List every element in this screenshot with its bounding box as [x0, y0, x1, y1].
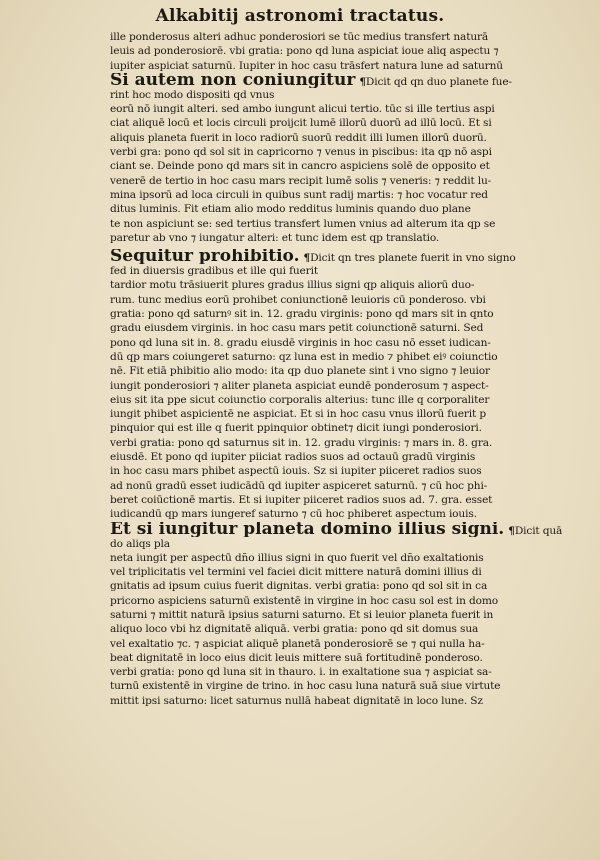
text-line: pinquior qui est ille q fuerit ppinquior obtinet⁊ dicit iungi ponderosiori.: [110, 422, 482, 435]
text-line: eorū nō iungit alteri. sed ambo iungunt alicui tertio. tūc si ille tertius aspi: [110, 103, 495, 116]
text-line: eius sit ita ppe sicut coiunctio corporalis alterius: tunc ille q corporaliter: [110, 393, 490, 406]
text-line: beat dignitatē in loco eius dicit leuis mittere suā fortitudinē ponderoso.: [110, 651, 483, 664]
text-line: leuis ad ponderosiorē. vbi gratia: pono qd luna aspiciat ioue aliq aspectu ⁊: [110, 45, 499, 58]
text-line: beret coiūctionē martis. Et si iupiter piiceret radios suos ad. 7. gra. esset: [110, 493, 493, 506]
text-line: tardior motu trāsiuerit plures gradus illius signi qp aliquis aliorū duo-: [110, 279, 475, 292]
running-head: Alkabitij astronomi tractatus.: [155, 6, 445, 26]
section-heading: Sequitur prohibitio.: [110, 249, 300, 265]
section-heading-row: [110, 522, 572, 537]
text-line: iungit phibet aspicientē ne aspiciat. Et si in hoc casu vnus illorū fuerit p: [110, 408, 486, 421]
text-line: neta iungit per aspectū dn̄o illius signi in quo fuerit vel dn̄o exaltationis: [110, 551, 484, 564]
block-3: [110, 264, 572, 521]
text-line: iudicandū qp mars iungeref saturno ⁊ cū hoc phiberet aspectum iouis.: [110, 508, 477, 521]
text-line: iungit ponderosiori ⁊ aliter planeta aspiciat eundē ponderosum ⁊ aspect-: [110, 379, 489, 392]
text-line: gratia: pono qd saturnꝰ sit in. 12. gradu virginis: pono qd mars sit in qnto: [110, 308, 494, 321]
block-4: [110, 537, 572, 709]
section-heading: Et si iungitur planeta domino illius signi.: [110, 521, 505, 537]
text-line: ciant se. Deinde pono qd mars sit in cancro aspiciens solē de opposito et: [110, 160, 490, 173]
pilcrow-mark: ¶: [508, 524, 515, 537]
section-heading: Si autem non coniungitur: [110, 72, 356, 88]
section-heading-row: [110, 73, 572, 88]
pilcrow-mark: ¶: [359, 75, 366, 88]
block-2: [110, 88, 572, 245]
text-line: vel triplicitatis vel termini vel faciei dicit mittere naturā domini illius di: [110, 566, 482, 579]
text-line: te non aspiciunt se: sed tertius transfert lumen vnius ad alterum ita qp se: [110, 217, 496, 230]
text-line: verbi gratia: pono qd luna sit in thauro. i. in exaltatione sua ⁊ aspiciat sa-: [110, 666, 492, 679]
text-line: do aliqs pla: [110, 537, 170, 550]
text-column: [110, 30, 572, 708]
text-line: paretur ab vno ⁊ iungatur alteri: et tunc idem est qp translatio.: [110, 231, 440, 244]
text-line: in hoc casu mars phibet aspectū iouis. Sz si iupiter piiceret radios suos: [110, 465, 482, 478]
text-line: verbi gra: pono qd sol sit in capricorno ⁊ venus in piscibus: ita qp nō aspi: [110, 146, 492, 159]
pilcrow-mark: ¶: [303, 252, 311, 265]
text-line: rint hoc modo dispositi qd vnus: [110, 88, 275, 101]
text-line: pono qd luna sit in. 8. gradu eiusdē virginis in hoc casu nō esset iudican-: [110, 336, 491, 349]
text-line: iupiter aspiciat saturnū. Iupiter in hoc casu trāsfert natura lune ad saturnū: [110, 59, 503, 72]
heading-run-on-text: Dicit qn tres planete fuerit in vno signo: [310, 252, 516, 265]
text-line: gradu eiusdem virginis. in hoc casu mars petit coiunctionē saturni. Sed: [110, 322, 484, 335]
section-heading-row: [110, 249, 572, 264]
text-line: ad nonū gradū esset iudicādū qd iupiter aspiceret saturnū. ⁊ cū hoc phi-: [110, 479, 488, 492]
text-line: rum. tunc medius eorū prohibet coniunctionē leuioris cū ponderoso. vbi: [110, 293, 486, 306]
text-line: ille ponderosus alteri adhuc ponderosiori se tūc medius transfert naturā: [110, 31, 489, 43]
text-line: aliquo loco vbi hz dignitatē aliquā. verbi gratia: pono qd sit domus sua: [110, 623, 479, 636]
text-line: ditus luminis. Fit etiam alio modo redditus luminis quando duo plane: [110, 203, 471, 216]
text-line: verbi gratia: pono qd saturnus sit in. 12. gradu virginis: ⁊ mars in. 8. gra.: [110, 436, 493, 449]
heading-run-on-text: Dicit qd qn duo planete fue-: [365, 75, 512, 88]
text-line: venerē de tertio in hoc casu mars recipit lumē solis ⁊ veneris: ⁊ reddit lu-: [110, 174, 492, 187]
text-line: aliquis planeta fuerit in loco radiorū suorū reddit illi lumen illorū duorū.: [110, 131, 487, 144]
text-line: mina ipsorū ad loca circuli in quibus sunt radij martis: ⁊ hoc vocatur red: [110, 188, 488, 201]
text-line: pricorno aspiciens saturnū existentē in virgine in hoc casu sol est in domo: [110, 594, 498, 607]
text-line: dū qp mars coiungeret saturno: qz luna est in medio ⁊ phibet eiꝰ coiunctio: [110, 350, 498, 363]
text-line: vel exaltatio ⁊c. ⁊ aspiciat aliquē planetā ponderosiorē se ⁊ qui nulla ha-: [110, 637, 485, 650]
text-line: eiusdē. Et pono qd iupiter piiciat radios suos ad octauū gradū virginis: [110, 451, 476, 464]
text-line: gnitatis ad ipsum cuius fuerit dignitas. verbi gratia: pono qd sol sit in ca: [110, 580, 488, 593]
text-line: saturni ⁊ mittit naturā ipsius saturni saturno. Et si leuior planeta fuerit in: [110, 608, 494, 621]
text-line: fed in diuersis gradibus et ille qui fuerit: [110, 265, 318, 278]
heading-run-on-text: Dicit quā: [514, 524, 563, 537]
text-line: ciat aliquē locū et locis circuli proijcit lumē illorū duorū ad illū locū. Et si: [110, 117, 492, 130]
text-line: turnū existentē in virgine de trino. in hoc casu luna naturā suā siue virtute: [110, 680, 501, 693]
block-1: [110, 30, 572, 73]
text-line: nē. Fit etiā phibitio alio modo: ita qp duo planete sint i vno signo ⁊ leuior: [110, 365, 490, 378]
text-line: mittit ipsi saturno: licet saturnus nullā habeat dignitatē in loco lune. Sz: [110, 694, 483, 707]
